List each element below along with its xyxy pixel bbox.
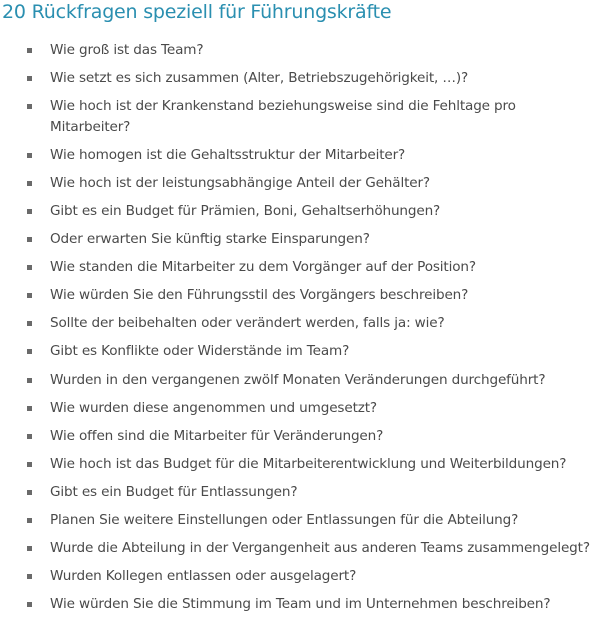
square-bullet-icon bbox=[27, 209, 32, 214]
question-text: Gibt es ein Budget für Entlassungen? bbox=[50, 483, 298, 500]
square-bullet-icon bbox=[27, 462, 32, 467]
page-title: 20 Rückfragen speziell für Führungskräfte bbox=[2, 1, 392, 23]
question-text: Wie hoch ist der leistungsabhängige Anteil der Gehälter? bbox=[50, 174, 430, 191]
question-text: Sollte der beibehalten oder verändert werden, falls ja: wie? bbox=[50, 315, 445, 332]
question-text: Planen Sie weitere Einstellungen oder Entlassungen für die Abteilung? bbox=[50, 512, 519, 528]
list-item bbox=[0, 482, 608, 503]
list-item bbox=[0, 341, 608, 362]
question-text: Wie groß ist das Team? bbox=[50, 42, 204, 58]
list-item bbox=[0, 313, 608, 334]
question-text: Gibt es ein Budget für Prämien, Boni, Gehaltserhöhungen? bbox=[50, 202, 441, 219]
question-text: Gibt es Konflikte oder Widerstände im Team? bbox=[50, 343, 350, 360]
list-item bbox=[0, 370, 608, 391]
list-item bbox=[0, 566, 608, 587]
question-text: Wurden Kollegen entlassen oder ausgelagert? bbox=[50, 568, 357, 585]
square-bullet-icon bbox=[27, 293, 32, 298]
square-bullet-icon bbox=[27, 48, 32, 53]
question-text: Wie hoch ist das Budget für die Mitarbeiterentwicklung und Weiterbildungen? bbox=[50, 455, 567, 472]
question-text: Wie homogen ist die Gehaltsstruktur der Mitarbeiter? bbox=[50, 146, 406, 163]
question-text: Wie würden Sie die Stimmung im Team und im Unternehmen beschreiben? bbox=[50, 596, 551, 613]
question-text: Oder erwarten Sie künftig starke Einsparungen? bbox=[50, 231, 370, 248]
square-bullet-icon bbox=[27, 378, 32, 383]
list-item bbox=[0, 40, 608, 61]
square-bullet-icon bbox=[27, 434, 32, 439]
square-bullet-icon bbox=[27, 104, 32, 109]
square-bullet-icon bbox=[27, 406, 32, 411]
square-bullet-icon bbox=[27, 574, 32, 579]
question-text: Wie setzt es sich zusammen (Alter, Betriebszugehörigkeit, …)? bbox=[50, 70, 469, 87]
square-bullet-icon bbox=[27, 602, 32, 607]
square-bullet-icon bbox=[27, 76, 32, 81]
list-item bbox=[0, 201, 608, 222]
list-item bbox=[0, 145, 608, 166]
list-item bbox=[0, 285, 608, 306]
question-text: Wie wurden diese angenommen und umgesetzt? bbox=[50, 399, 377, 416]
square-bullet-icon bbox=[27, 546, 32, 551]
question-list bbox=[0, 40, 608, 622]
list-item bbox=[0, 510, 608, 531]
question-text: Wurde die Abteilung in der Vergangenheit aus anderen Teams zusammengelegt? bbox=[50, 540, 590, 557]
square-bullet-icon bbox=[27, 181, 32, 186]
list-item bbox=[0, 594, 608, 615]
square-bullet-icon bbox=[27, 490, 32, 495]
question-text: Wie hoch ist der Krankenstand beziehungsweise sind die Fehltage pro Mitarbeiter? bbox=[50, 98, 516, 135]
list-item bbox=[0, 426, 608, 447]
square-bullet-icon bbox=[27, 349, 32, 354]
square-bullet-icon bbox=[27, 265, 32, 270]
square-bullet-icon bbox=[27, 321, 32, 326]
square-bullet-icon bbox=[27, 237, 32, 242]
list-item bbox=[0, 68, 608, 89]
list-item bbox=[0, 454, 608, 475]
square-bullet-icon bbox=[27, 518, 32, 523]
question-text: Wurden in den vergangenen zwölf Monaten Veränderungen durchgeführt? bbox=[50, 371, 546, 388]
list-item bbox=[0, 229, 608, 250]
list-item bbox=[0, 173, 608, 194]
question-text: Wie offen sind die Mitarbeiter für Veränderungen? bbox=[50, 427, 384, 444]
square-bullet-icon bbox=[27, 153, 32, 158]
question-text: Wie standen die Mitarbeiter zu dem Vorgänger auf der Position? bbox=[50, 259, 476, 276]
list-item bbox=[0, 96, 590, 137]
list-item bbox=[0, 538, 590, 559]
question-text: Wie würden Sie den Führungsstil des Vorgängers beschreiben? bbox=[50, 287, 469, 304]
list-item bbox=[0, 257, 608, 278]
list-item bbox=[0, 398, 608, 419]
